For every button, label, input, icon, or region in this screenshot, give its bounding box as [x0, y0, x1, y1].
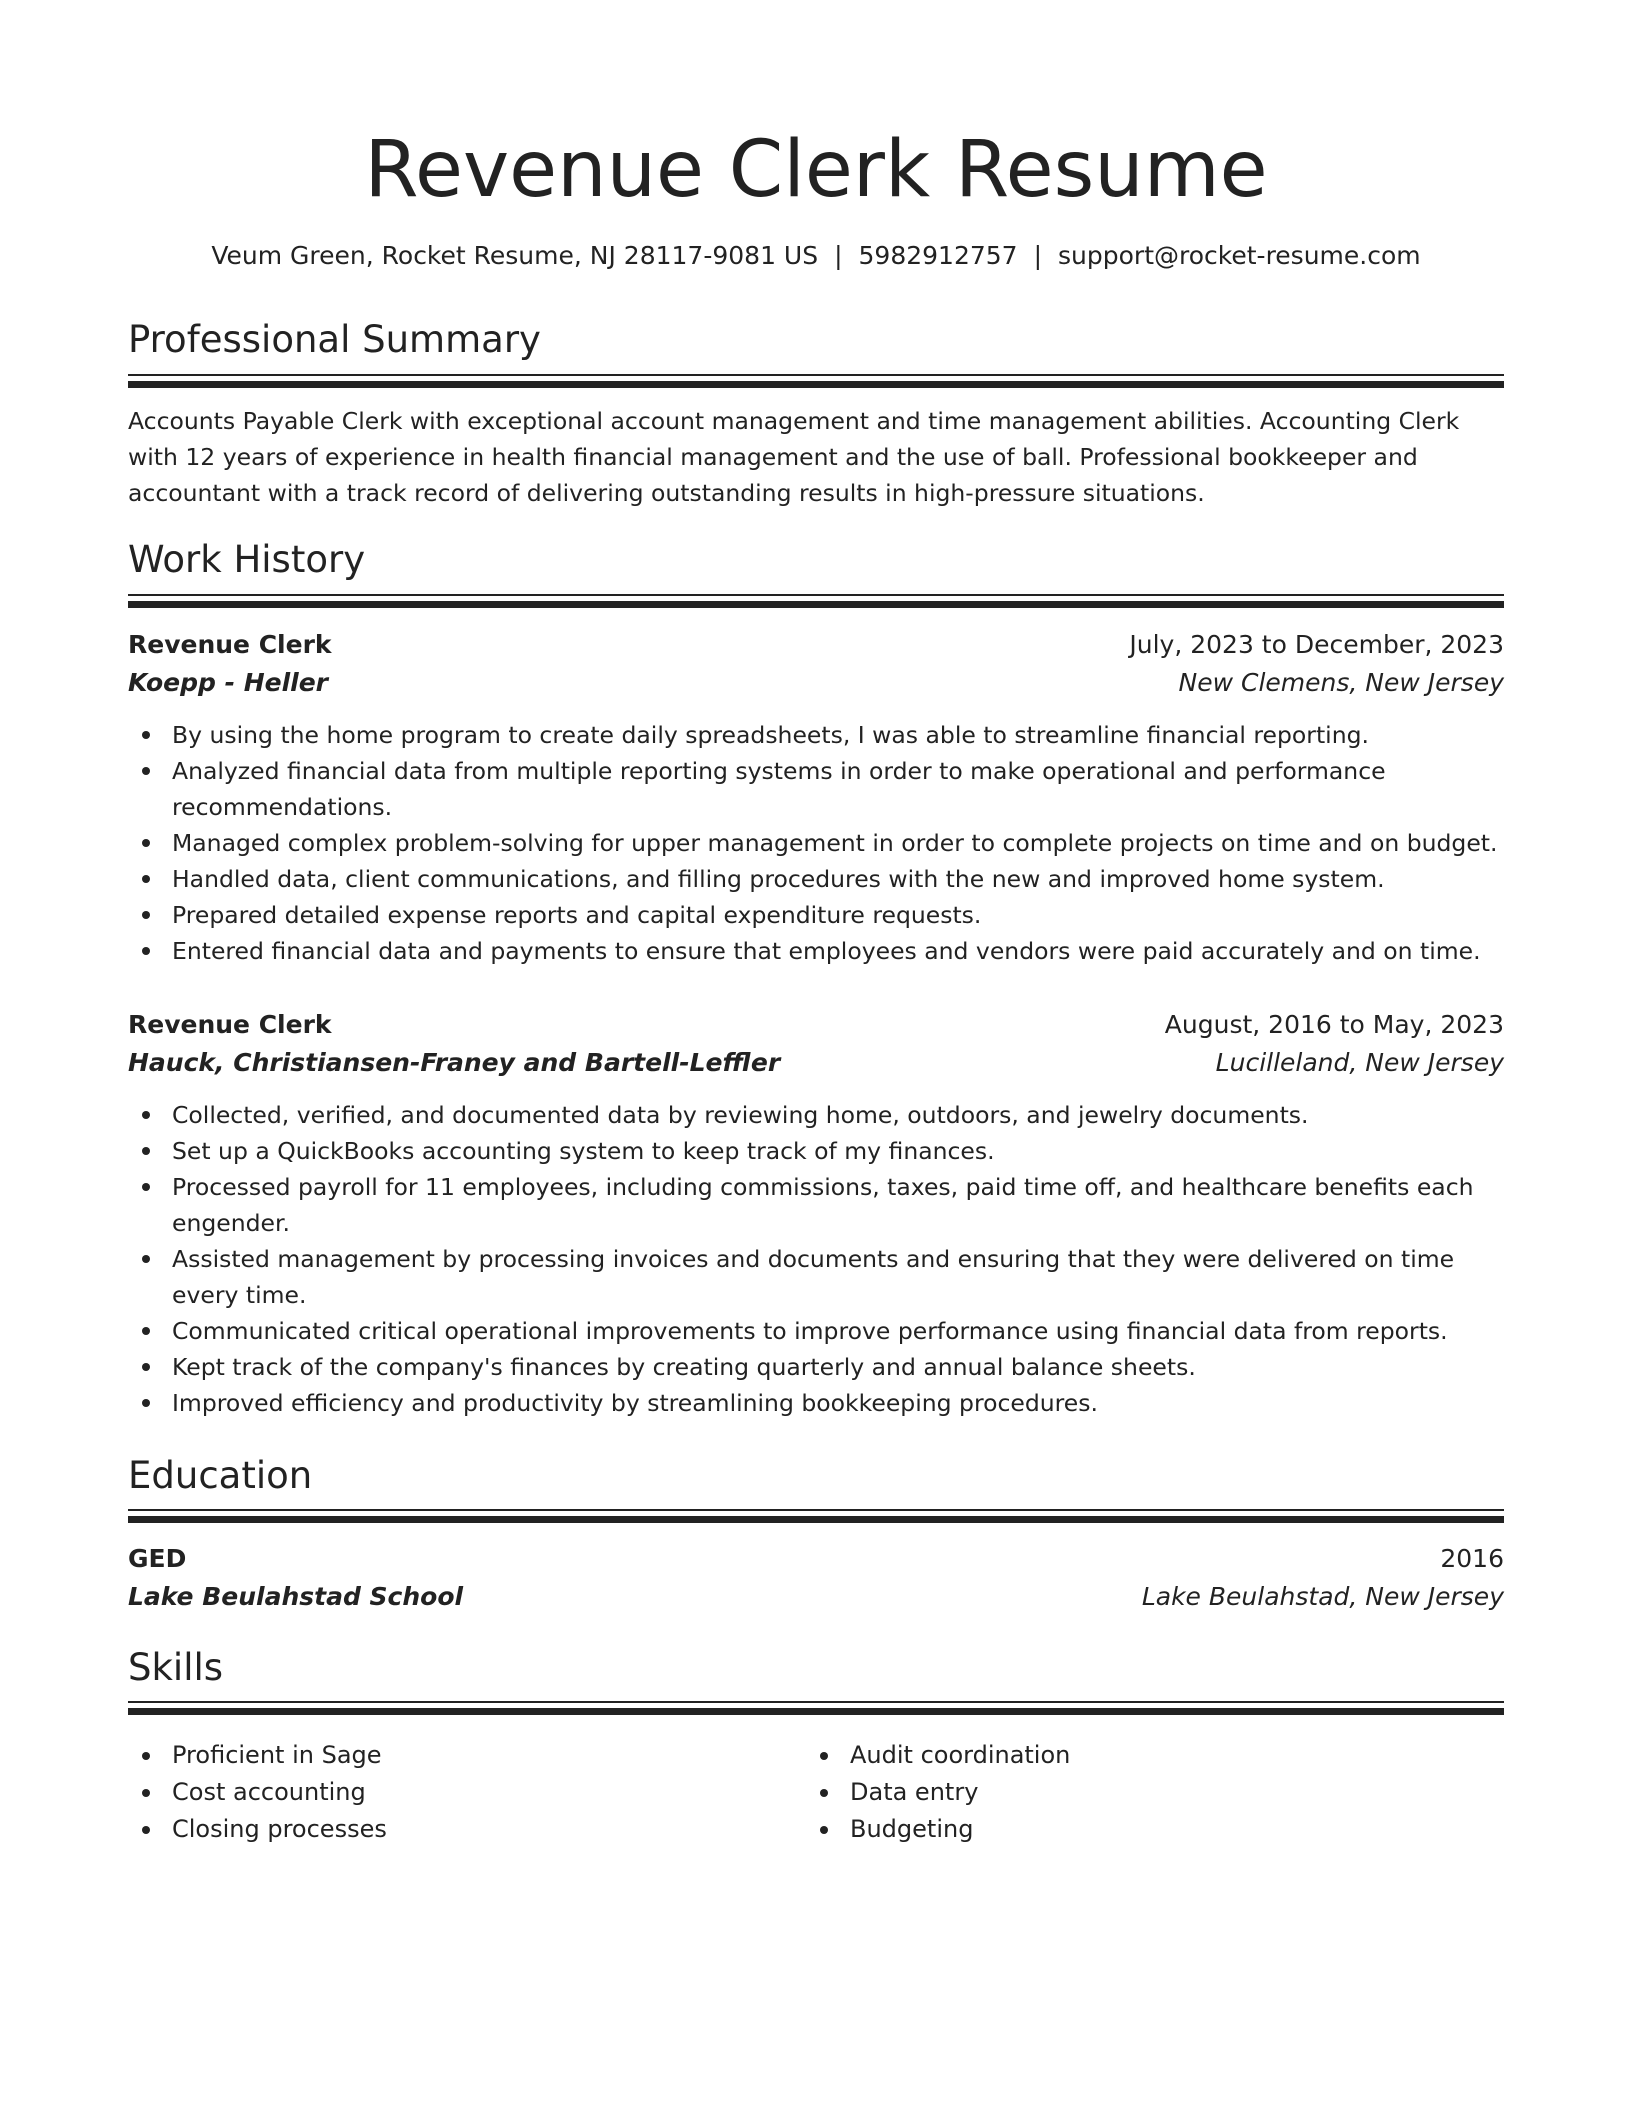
work-history-heading: Work History [128, 538, 366, 581]
skills-column-right [806, 1737, 1466, 1848]
section-divider-thick [128, 1708, 1504, 1715]
contact-phone: 5982912757 [858, 241, 1018, 270]
education-year: 2016 [1440, 1544, 1504, 1573]
education-school-row [128, 1578, 1504, 1616]
job-company-row [128, 1044, 1504, 1082]
section-divider-thick [128, 601, 1504, 608]
section-divider-thin [128, 1509, 1504, 1511]
job-bullet: Kept track of the company's finances by creating quarterly and annual balance sheets. [128, 1349, 1504, 1385]
section-divider-thick [128, 381, 1504, 388]
job-bullet: Analyzed financial data from multiple reporting systems in order to make operational and performance recommendations. [128, 753, 1504, 825]
job-bullet: Assisted management by processing invoices and documents and ensuring that they were delivered on time every time. [128, 1241, 1504, 1313]
skills-column-left [128, 1737, 788, 1848]
job-bullet: Set up a QuickBooks accounting system to keep track of my finances. [128, 1133, 1504, 1169]
job-bullet: Processed payroll for 11 employees, including commissions, taxes, paid time off, and healthcare benefits each engender. [128, 1169, 1504, 1241]
job-bullet: Prepared detailed expense reports and capital expenditure requests. [128, 897, 1504, 933]
job-company: Koepp - Heller [128, 668, 329, 697]
skill-item: Budgeting [806, 1811, 1466, 1848]
contact-address: Veum Green, Rocket Resume, NJ 28117-9081 US [211, 241, 819, 270]
job-title: Revenue Clerk [128, 630, 332, 659]
job-bullet: By using the home program to create daily spreadsheets, I was able to streamline financial reporting. [128, 717, 1504, 753]
skill-item: Closing processes [128, 1811, 788, 1848]
job-bullet-list [128, 717, 1504, 969]
job-bullet-list [128, 1097, 1504, 1421]
education-location: Lake Beulahstad, New Jersey [1141, 1582, 1504, 1611]
contact-separator: | [1033, 241, 1043, 270]
skill-item: Cost accounting [128, 1774, 788, 1811]
job-bullet: Collected, verified, and documented data by reviewing home, outdoors, and jewelry documents. [128, 1097, 1504, 1133]
contact-separator: | [834, 241, 843, 270]
job-company: Hauck, Christiansen-Franey and Bartell-Leffler [128, 1048, 781, 1077]
contact-line [128, 238, 1504, 274]
job-location: Lucilleland, New Jersey [1215, 1048, 1504, 1077]
job-title-row [128, 1006, 1504, 1044]
skill-item: Data entry [806, 1774, 1466, 1811]
job-company-row [128, 664, 1504, 702]
education-degree-row [128, 1540, 1504, 1578]
contact-email[interactable]: support@rocket-resume.com [1058, 241, 1421, 270]
skills-heading: Skills [128, 1646, 224, 1689]
job-bullet: Managed complex problem-solving for upper management in order to complete projects on time and on budget. [128, 825, 1504, 861]
summary-heading: Professional Summary [128, 318, 541, 361]
job-title-row [128, 626, 1504, 664]
job-location: New Clemens, New Jersey [1178, 668, 1504, 697]
section-divider-thick [128, 1516, 1504, 1523]
job-bullet: Entered financial data and payments to ensure that employees and vendors were paid accurately and on time. [128, 933, 1504, 969]
job-bullet: Improved efficiency and productivity by streamlining bookkeeping procedures. [128, 1385, 1504, 1421]
job-dates: August, 2016 to May, 2023 [1164, 1010, 1504, 1039]
summary-text: Accounts Payable Clerk with exceptional account management and time management abilities. Accounting Clerk with 12 years of experience in health financial management and the use of ball. Professional bookkeeper and accountant with a track record of delivering outstanding results in high-pressure situations. [128, 407, 1460, 507]
education-degree: GED [128, 1544, 187, 1573]
education-school: Lake Beulahstad School [128, 1582, 464, 1611]
job-bullet: Handled data, client communications, and filling procedures with the new and improved home system. [128, 861, 1504, 897]
skill-item: Audit coordination [806, 1737, 1466, 1774]
skills-grid [128, 1737, 1504, 1857]
section-divider-thin [128, 374, 1504, 376]
section-divider-thin [128, 594, 1504, 596]
job-title: Revenue Clerk [128, 1010, 332, 1039]
education-heading: Education [128, 1454, 313, 1497]
job-dates: July, 2023 to December, 2023 [1129, 630, 1504, 659]
skill-item: Proficient in Sage [128, 1737, 788, 1774]
resume-title: Revenue Clerk Resume [364, 125, 1268, 215]
section-divider-thin [128, 1701, 1504, 1703]
job-bullet: Communicated critical operational improvements to improve performance using financial data from reports. [128, 1313, 1504, 1349]
